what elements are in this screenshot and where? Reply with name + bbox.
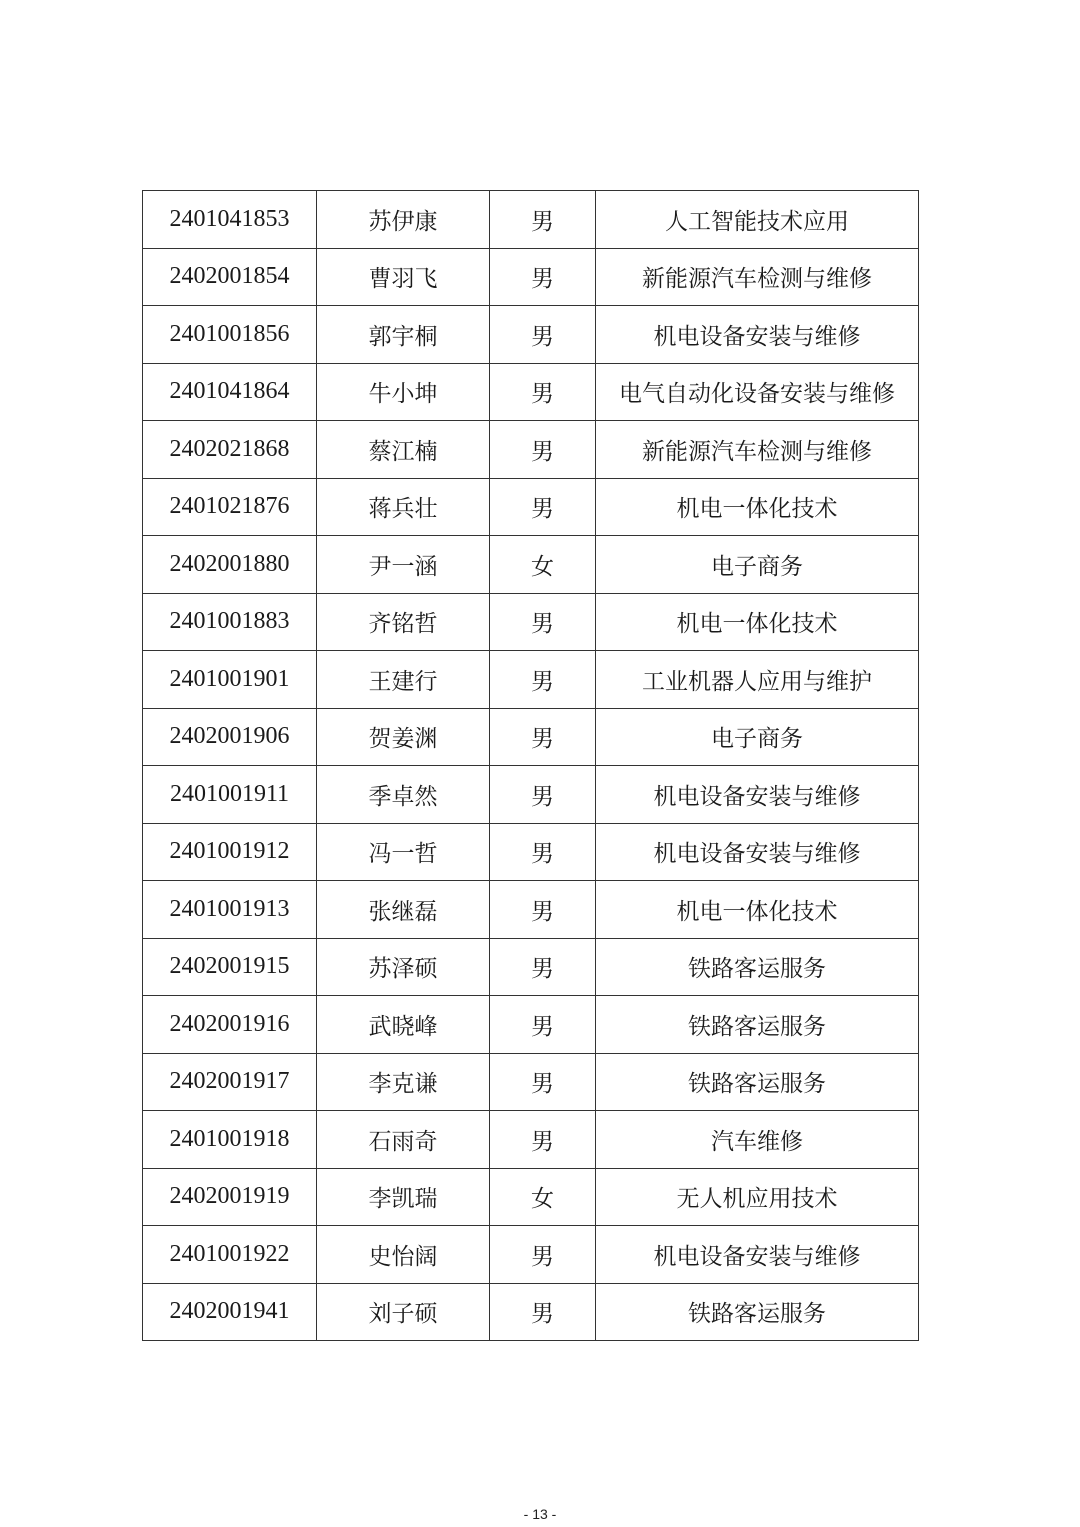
student-id-cell: 2402001917 <box>143 1053 317 1111</box>
major-cell: 机电一体化技术 <box>596 478 919 536</box>
student-table <box>142 190 919 1341</box>
table-row <box>143 823 919 881</box>
table-row <box>143 766 919 824</box>
gender-cell: 男 <box>490 1283 596 1341</box>
gender-cell: 男 <box>490 823 596 881</box>
student-name-cell: 贺姜渊 <box>317 708 490 766</box>
gender-cell: 男 <box>490 593 596 651</box>
student-name-cell: 苏泽硕 <box>317 938 490 996</box>
student-name-cell: 蒋兵壮 <box>317 478 490 536</box>
gender-cell: 女 <box>490 536 596 594</box>
gender-cell: 男 <box>490 651 596 709</box>
student-name-cell: 尹一涵 <box>317 536 490 594</box>
student-id-cell: 2401001912 <box>143 823 317 881</box>
gender-cell: 男 <box>490 478 596 536</box>
student-name-cell: 曹羽飞 <box>317 248 490 306</box>
table-row <box>143 881 919 939</box>
student-id-cell: 2401001911 <box>143 766 317 824</box>
student-name-cell: 史怡阔 <box>317 1226 490 1284</box>
student-name-cell: 刘子硕 <box>317 1283 490 1341</box>
gender-cell: 男 <box>490 766 596 824</box>
student-id-cell: 2402021868 <box>143 421 317 479</box>
student-name-cell: 蔡江楠 <box>317 421 490 479</box>
student-id-cell: 2401001922 <box>143 1226 317 1284</box>
table-row <box>143 1053 919 1111</box>
student-name-cell: 武晓峰 <box>317 996 490 1054</box>
student-name-cell: 牛小坤 <box>317 363 490 421</box>
student-name-cell: 王建行 <box>317 651 490 709</box>
major-cell: 电子商务 <box>596 708 919 766</box>
major-cell: 机电一体化技术 <box>596 593 919 651</box>
student-name-cell: 石雨奇 <box>317 1111 490 1169</box>
major-cell: 机电设备安装与维修 <box>596 766 919 824</box>
major-cell: 机电设备安装与维修 <box>596 823 919 881</box>
table-row <box>143 996 919 1054</box>
major-cell: 铁路客运服务 <box>596 1053 919 1111</box>
student-id-cell: 2401001883 <box>143 593 317 651</box>
student-id-cell: 2401021876 <box>143 478 317 536</box>
major-cell: 工业机器人应用与维护 <box>596 651 919 709</box>
table-row <box>143 593 919 651</box>
student-id-cell: 2402001941 <box>143 1283 317 1341</box>
table-row <box>143 536 919 594</box>
student-id-cell: 2402001919 <box>143 1168 317 1226</box>
table-row <box>143 651 919 709</box>
gender-cell: 男 <box>490 708 596 766</box>
table-row <box>143 363 919 421</box>
table-row <box>143 248 919 306</box>
table-row <box>143 938 919 996</box>
table-row <box>143 1111 919 1169</box>
table-row <box>143 421 919 479</box>
major-cell: 汽车维修 <box>596 1111 919 1169</box>
gender-cell: 男 <box>490 248 596 306</box>
gender-cell: 男 <box>490 306 596 364</box>
student-name-cell: 郭宇桐 <box>317 306 490 364</box>
major-cell: 铁路客运服务 <box>596 1283 919 1341</box>
student-id-cell: 2402001916 <box>143 996 317 1054</box>
gender-cell: 男 <box>490 1226 596 1284</box>
gender-cell: 男 <box>490 1111 596 1169</box>
major-cell: 机电一体化技术 <box>596 881 919 939</box>
gender-cell: 男 <box>490 1053 596 1111</box>
table-row <box>143 191 919 249</box>
gender-cell: 男 <box>490 363 596 421</box>
student-id-cell: 2402001880 <box>143 536 317 594</box>
major-cell: 电子商务 <box>596 536 919 594</box>
student-id-cell: 2402001906 <box>143 708 317 766</box>
student-name-cell: 李克谦 <box>317 1053 490 1111</box>
major-cell: 机电设备安装与维修 <box>596 306 919 364</box>
major-cell: 新能源汽车检测与维修 <box>596 248 919 306</box>
student-id-cell: 2401041864 <box>143 363 317 421</box>
student-name-cell: 季卓然 <box>317 766 490 824</box>
student-id-cell: 2401001918 <box>143 1111 317 1169</box>
major-cell: 机电设备安装与维修 <box>596 1226 919 1284</box>
student-id-cell: 2401001913 <box>143 881 317 939</box>
gender-cell: 男 <box>490 191 596 249</box>
student-name-cell: 冯一哲 <box>317 823 490 881</box>
table-row <box>143 306 919 364</box>
page-number: - 13 - <box>523 1506 557 1522</box>
major-cell: 铁路客运服务 <box>596 938 919 996</box>
major-cell: 人工智能技术应用 <box>596 191 919 249</box>
gender-cell: 男 <box>490 996 596 1054</box>
major-cell: 新能源汽车检测与维修 <box>596 421 919 479</box>
major-cell: 铁路客运服务 <box>596 996 919 1054</box>
table-row <box>143 1226 919 1284</box>
student-id-cell: 2401001856 <box>143 306 317 364</box>
student-id-cell: 2402001915 <box>143 938 317 996</box>
student-name-cell: 李凯瑞 <box>317 1168 490 1226</box>
gender-cell: 男 <box>490 881 596 939</box>
table-row <box>143 1168 919 1226</box>
table-row <box>143 1283 919 1341</box>
gender-cell: 男 <box>490 421 596 479</box>
major-cell: 电气自动化设备安装与维修 <box>596 363 919 421</box>
student-id-cell: 2402001854 <box>143 248 317 306</box>
student-name-cell: 苏伊康 <box>317 191 490 249</box>
student-name-cell: 齐铭哲 <box>317 593 490 651</box>
table-row <box>143 478 919 536</box>
student-table-body <box>143 191 919 1341</box>
student-id-cell: 2401041853 <box>143 191 317 249</box>
gender-cell: 男 <box>490 938 596 996</box>
student-id-cell: 2401001901 <box>143 651 317 709</box>
student-name-cell: 张继磊 <box>317 881 490 939</box>
major-cell: 无人机应用技术 <box>596 1168 919 1226</box>
table-row <box>143 708 919 766</box>
gender-cell: 女 <box>490 1168 596 1226</box>
